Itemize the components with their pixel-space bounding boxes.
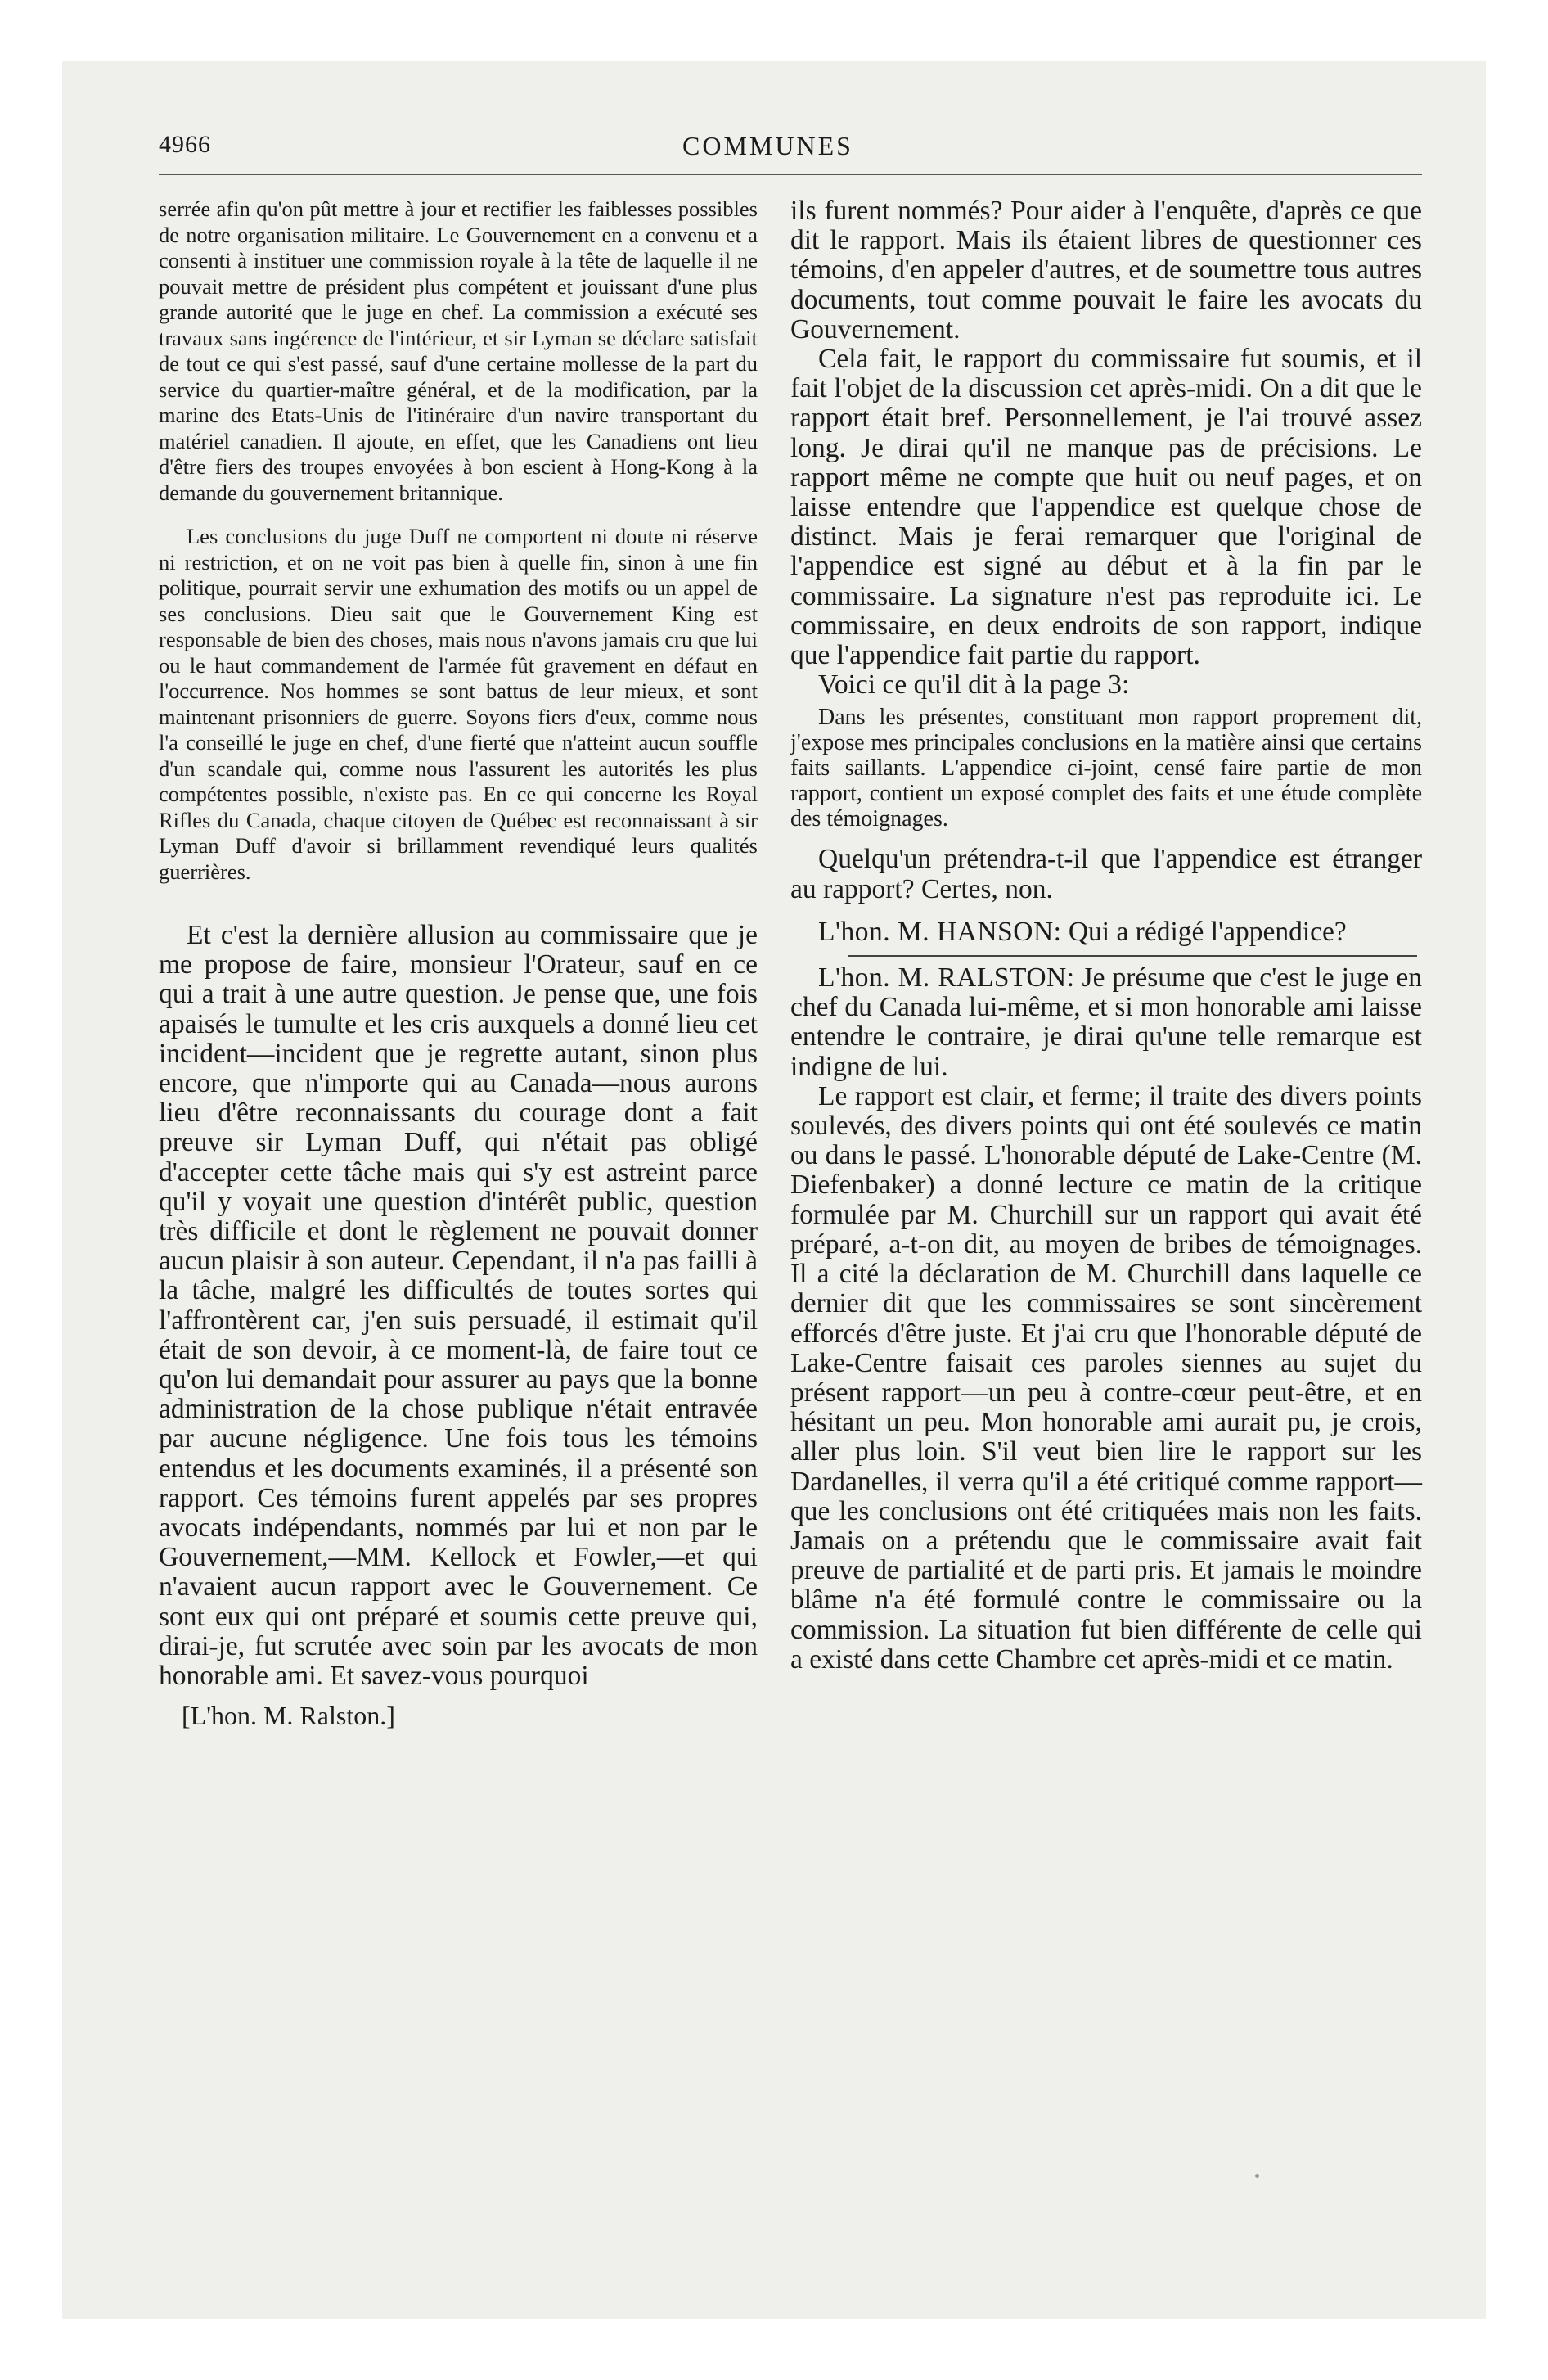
left-paragraph-1: serrée afin qu'on pût mettre à jour et rectifier les faiblesses possibles de notre organisation militaire. Le Gouvernement en a convenu et a consenti à instituer une commission royale à la tête de laquelle il ne pouvait mettre de président plus compétent et jouissant d'une plus grande autorité que le juge en chef. La commission a exécuté ses travaux sans ingérence de l'intérieur, et sir Lyman se déclare satisfait de tout ce qui s'est passé, sauf d'une certaine mollesse de la part du service du quartier-maître général, et de la modification, par la marine des Etats-Unis de l'itinéraire d'un navire transportant du matériel canadien. Il ajoute, en effet, que les Canadiens ont lieu d'être fiers des troupes envoyées à bon escient à Hong-Kong à la demande du gouvernement britannique. [159,196,758,505]
hanson-speech: Qui a rédigé l'appendice? [1061,916,1347,947]
right-paragraph-2: Cela fait, le rapport du commissaire fut soumis, et il fait l'objet de la discussion cet après-midi. On a dit que le rapport était bref. Personnellement, je l'ai trouvé assez long. Je dirai qu'il ne manque pas de précisions. Le rapport même ne compte que huit ou neuf pages, et on laisse entendre que l'appendice est quelque chose de distinct. Mais je ferai remarquer que l'original de l'appendice est signé au début et à la fin par le commissaire. La signature n'est pas reproduite ici. Le commissaire, en deux endroits de son rapport, indique que l'appendice fait partie du rapport. [790,344,1422,671]
ralston-reply [790,963,1422,1082]
hanson-interjection [790,917,1422,947]
ink-speck [1255,2174,1259,2178]
speech-divider [848,955,1417,957]
running-head: COMMUNES [682,131,853,160]
hanson-speaker-name: L'hon. M. HANSON: [818,916,1062,947]
ralston-speaker-name: L'hon. M. RALSTON: [818,962,1075,994]
speaker-attribution: [L'hon. M. Ralston.] [182,1701,395,1731]
header-rule [159,174,1422,175]
right-paragraph-4: Quelqu'un prétendra-t-il que l'appendice est étranger au rapport? Certes, non. [790,844,1422,904]
left-paragraph-3: Et c'est la dernière allusion au commissaire que je me propose de faire, monsieur l'Orateur, sauf en ce qui a trait à une autre question. Je pense que, une fois apaisés le tumulte et les cris auxquels a donné lieu cet incident—incident que je regrette autant, sinon plus encore, que n'importe qui au Canada—nous aurons lieu d'être reconnaissants du courage dont a fait preuve sir Lyman Duff, qui n'était pas obligé d'accepter cette tâche mais qui s'y est astreint parce qu'il y voyait une question d'intérêt public, question très difficile et dont le règlement ne pouvait donner aucun plaisir à son auteur. Cependant, il n'a pas failli à la tâche, malgré les difficultés de toutes sortes qui l'affrontèrent car, j'en suis persuadé, il estimait qu'il était de son devoir, à ce moment-là, de faire tout ce qu'on lui demandait pour assurer au pays que la bonne administration de la chose publique n'était entravée par aucune négligence. Une fois tous les témoins entendus et les documents examinés, il a présenté son rapport. Ces témoins furent appelés par ses propres avocats indépendants, nommés par lui et non par le Gouvernement,—MM. Kellock et Fowler,—et qui n'avaient aucun rapport avec le Gouvernement. Ce sont eux qui ont préparé et soumis cette preuve qui, dirai-je, fut scrutée avec soin par les avocats de mon honorable ami. Et savez-vous pourquoi [159,920,758,1692]
page-header [159,131,1422,172]
left-paragraph-2: Les conclusions du juge Duff ne comportent ni doute ni réserve ni restriction, et on ne voit pas bien à quelle fin, sinon à une fin politique, pourrait servir une exhumation des motifs ou un appel de ses conclusions. Dieu sait que le Gouvernement King est responsable de bien des choses, mais nous n'avons jamais cru que lui ou le haut commandement de l'armée fût gravement en défaut en l'occurrence. Nos hommes se sont battus de leur mieux, et sont maintenant prisonniers de guerre. Soyons fiers d'eux, comme nous l'a conseillé le juge en chef, d'une fierté que n'atteint aucun souffle d'un scandale qui, comme nous l'assurent les autorités les plus compétentes possible, n'existe pas. En ce qui concerne les Royal Rifles du Canada, chaque citoyen de Québec est reconnaissant à sir Lyman Duff d'avoir si brillamment revendiqué leurs qualités guerrières. [159,524,758,884]
right-paragraph-5: Le rapport est clair, et ferme; il traite des divers points soulevés, des divers points qui ont été soulevés ce matin ou dans le passé. L'honorable député de Lake-Centre (M. Diefenbaker) a donné lecture ce matin de la critique formulée par M. Churchill sur un rapport qui avait été préparé, a-t-on dit, au moyen de bribes de témoignages. Il a cité la déclaration de M. Churchill dans laquelle ce dernier dit que les commissaires se sont sincèrement efforcés d'être juste. Et j'ai cru que l'honorable député de Lake-Centre faisait ces paroles siennes au sujet du présent rapport—un peu à contre-cœur peut-être, et en hésitant un peu. Mon honorable ami aurait pu, je crois, aller plus loin. S'il veut bien lire le rapport sur les Dardanelles, il verra qu'il a été critiqué comme rapport—que les conclusions ont été critiquées mais non les faits. Jamais on a prétendu que le commissaire avait fait preuve de partialité et de parti pris. Et jamais le moindre blâme n'a été formulé contre le commissaire ou la commission. La situation fut bien différente de celle qui a existé dans cette Chambre cet après-midi et ce matin. [790,1080,1422,1675]
right-column [790,196,1422,1675]
block-quote: Dans les présentes, constituant mon rapport proprement dit, j'expose mes principales conclusions en la matière ainsi que certains faits saillants. L'appendice ci-joint, censé faire partie de mon rapport, contient un exposé complet des faits et une étude complète des témoignages. [790,705,1422,832]
right-paragraph-3: Voici ce qu'il dit à la page 3: [818,669,1130,701]
right-paragraph-1: ils furent nommés? Pour aider à l'enquête, d'après ce que dit le rapport. Mais ils étaient libres de questionner ces témoins, d'en appeler d'autres, et de soumettre tous autres documents, tout comme pouvait le faire les avocats du Gouvernement. [790,196,1422,345]
ralston-speech: Je présume que c'est le juge en chef du Canada lui-même, et si mon honorable ami laisse entendre le contraire, je dirai qu'une telle remarque est indigne de lui. [790,962,1423,1082]
page-number: 4966 [159,131,211,158]
left-column [159,196,758,1730]
